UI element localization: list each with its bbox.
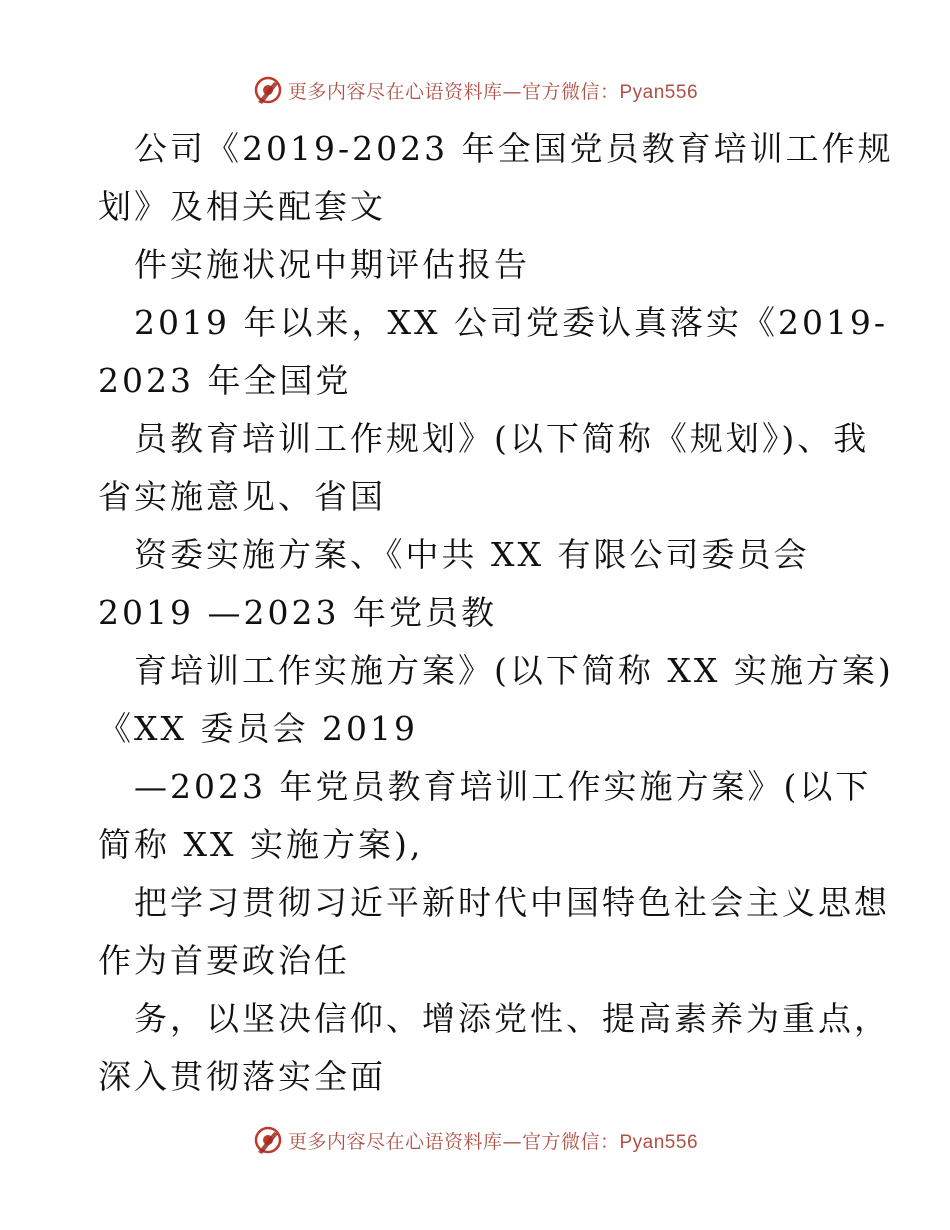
doc-line: 划》及相关配套文	[98, 187, 386, 226]
doc-line: 公司《2019-2023 年全国党员教育培训工作规	[134, 129, 894, 168]
doc-line: 2019 年以来，XX 公司党委认真落实《2019-	[134, 303, 889, 342]
doc-line: 育培训工作实施方案》(以下简称 XX 实施方案)	[134, 651, 894, 690]
doc-line: 2023 年全国党	[98, 361, 352, 400]
doc-line: 把学习贯彻习近平新时代中国特色社会主义思想	[134, 883, 890, 922]
doc-line: —2023 年党员教育培训工作实施方案》(以下	[134, 767, 872, 806]
doc-line: 2019 —2023 年党员教	[98, 593, 497, 632]
footer-banner-text: 更多内容尽在心语资料库—官方微信：Pyan556	[287, 1130, 699, 1153]
header-banner	[0, 70, 950, 110]
footer-banner	[0, 1120, 950, 1160]
doc-line: 深入贯彻落实全面	[98, 1057, 386, 1096]
pen-circle-logo-icon	[252, 74, 284, 106]
doc-line: 件实施状况中期评估报告	[134, 245, 530, 284]
doc-line: 简称 XX 实施方案),	[98, 825, 424, 864]
doc-line: 资委实施方案、《中共 XX 有限公司委员会	[134, 535, 810, 574]
doc-line: 省实施意见、省国	[98, 477, 386, 516]
doc-line: 务，以坚决信仰、增添党性、提高素养为重点，	[134, 999, 890, 1038]
doc-line: 作为首要政治任	[98, 941, 350, 980]
header-banner-text: 更多内容尽在心语资料库—官方微信：Pyan556	[287, 80, 699, 103]
document-body	[98, 120, 894, 1106]
doc-line: 员教育培训工作规划》(以下简称《规划》)、我	[134, 419, 870, 458]
doc-line: 《XX 委员会 2019	[98, 709, 418, 748]
pen-circle-logo-icon	[252, 1124, 284, 1156]
